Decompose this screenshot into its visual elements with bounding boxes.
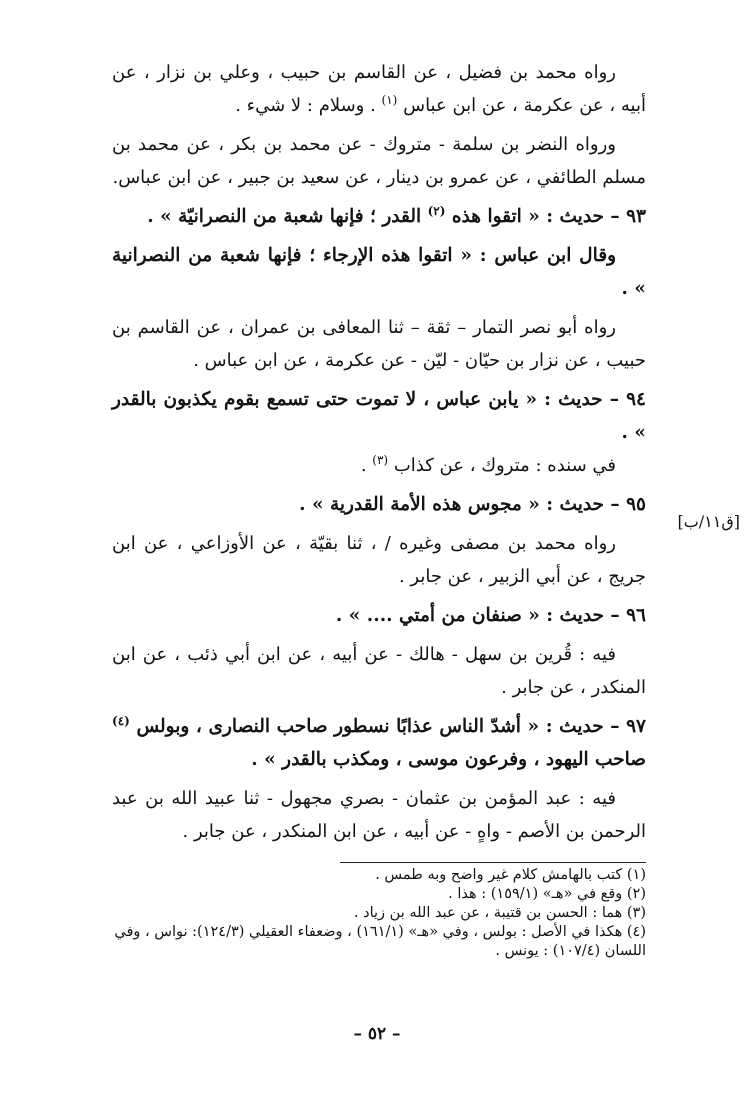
- page-number: – ٥٢ –: [353, 1024, 401, 1044]
- hadith-heading: ٩٣ – حديث : « اتقوا هذه $^{(٢)}$ القدر ؛ فإنها شعبة من النصرانيّة » .: [147, 203, 646, 227]
- narration-paragraph: فيه : قُرين بن سهل - هالك - عن أبيه ، عن ابن أبي ذئب ، عن ابن المنكدر ، عن جابر .: [112, 644, 646, 698]
- footnote-ref[interactable]: (٢): [427, 203, 446, 218]
- narration-paragraph: رواه محمد بن مصفى وغيره / ، ثنا بقيّة ، عن الأوزاعي ، عن ابن جريج ، عن أبي الزبير ، عن جابر .: [112, 533, 646, 587]
- hadith-heading: ٩٥ – حديث : « مجوس هذه الأمة القدرية » .: [299, 494, 646, 515]
- footnote: (٢) وقع في «هـ» (١٥٩/١) : هذا .: [448, 886, 646, 902]
- hadith-heading: ٩٤ – حديث : « يابن عباس ، لا تموت حتى تسمع بقوم يكذبون بالقدر » .: [112, 389, 646, 443]
- hadith-heading: وقال ابن عباس : « اتقوا هذه الإرجاء ؛ فإنها شعبة من النصرانية » .: [112, 245, 646, 299]
- narration-paragraph: رواه محمد بن فضيل ، عن القاسم بن حبيب ، وعلي بن نزار ، عن أبيه ، عن عكرمة ، عن ابن عباس $^{(١)}$ . وسلام : لا شيء .: [112, 62, 646, 116]
- hadith-heading: ٩٧ – حديث : « أشدّ الناس عذابًا نسطور صاحب النصارى ، وبولس $^{(٤)}$ صاحب اليهود ، وفرعون موسى ، ومكذب بالقدر » .: [112, 713, 646, 770]
- footnote: (٣) هما : الحسن بن قتيبة ، عن عبد الله بن زياد .: [353, 905, 646, 921]
- hadith-heading: ٩٦ – حديث : « صنفان من أمتي .... » .: [335, 605, 646, 626]
- main-text: [112, 56, 646, 848]
- manuscript-folio-marker: [ق١١/ب]: [677, 512, 740, 531]
- narration-paragraph: في سنده : متروك ، عن كذاب $^{(٣)}$ .: [360, 453, 616, 476]
- footnote-ref[interactable]: (١): [381, 93, 398, 107]
- footnote: (٤) هكذا في الأصل : بولس ، وفي «هـ» (١٦١/١) ، وضعفاء العقيلي (١٢٤/٣): نواس ، وفي اللسان (١٠٧/٤) : يونس .: [114, 924, 646, 959]
- narration-paragraph: فيه : عبد المؤمن بن عثمان - بصري مجهول - ثنا عبيد الله بن عبد الرحمن بن الأصم - واهٍ - عن أبيه ، عن ابن المنكدر ، عن جابر .: [112, 788, 646, 842]
- narration-paragraph: رواه أبو نصر التمار – ثقة – ثنا المعافى بن عمران ، عن القاسم بن حبيب ، عن نزار بن حيّان - ليّن - عن عكرمة ، عن ابن عباس .: [112, 317, 646, 371]
- footnotes: [112, 866, 646, 961]
- footnote: (١) كتب بالهامش كلام غير واضح وبه طمس .: [375, 867, 646, 883]
- footnote-ref[interactable]: (٣): [372, 453, 389, 467]
- narration-paragraph: ورواه النضر بن سلمة - متروك - عن محمد بن بكر ، عن محمد بن مسلم الطائفي ، عن عمرو بن دينار ، عن سعيد بن جبير ، عن ابن عباس.: [112, 134, 646, 188]
- footnote-divider: [340, 862, 646, 863]
- footnote-ref[interactable]: (٤): [112, 713, 130, 728]
